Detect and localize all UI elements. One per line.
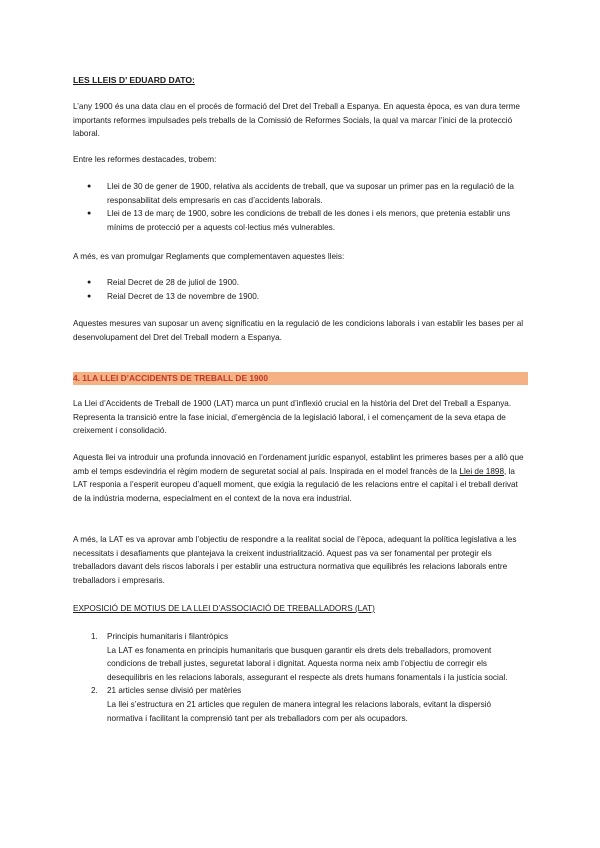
llei-1898-link[interactable]: Llei de 1898: [459, 466, 505, 476]
regulations-list: [73, 276, 528, 303]
intro-paragraph: L’any 1900 és una data clau en el procés de formació del Dret del Treball a Espanya. En aquesta època, es van dura terme importants reformes impulsades pels treballs de la Comissió de Reformes Socials, la qual va marcar l’inici de la protecció laboral.: [73, 102, 520, 139]
regulations-lead: A més, es van promulgar Reglaments que complementaven aquestes lleis:: [73, 252, 345, 261]
motive-item: [73, 684, 528, 725]
motives-heading: EXPOSICIÓ DE MOTIUS DE LA LLEI D’ASSOCIACIÓ DE TREBALLADORS (LAT): [73, 604, 375, 613]
lat-paragraph-1: La Llei d’Accidents de Treball de 1900 (LAT) marca un punt d’inflexió crucial en la història del Dret del Treball a Espanya. Representa la transició entre la fase inicial, d’emergència de la legislació laboral, i el començament de la seva etapa de creixement i consolidació.: [73, 399, 512, 436]
lat-paragraph-2: [73, 451, 528, 505]
measures-paragraph: Aquestes mesures van suposar un avenç significatiu en la regulació de les condicions laborals i van establir les bases per al desenvolupament del Dret del Treball modern a Espanya.: [73, 319, 524, 342]
document-title: LES LLEIS D’ EDUARD DATO:: [73, 75, 195, 85]
reform-item: ● Llei de 13 de març de 1900, sobre les condicions de treball de les dones i els menors, que pretenia establir uns mínims de protecció per a aquests col·lectius més vulnerables.: [73, 207, 528, 234]
motive-heading: Principis humanitaris i filantròpics: [107, 632, 229, 641]
regulation-item: ● Reial Decret de 13 de novembre de 1900.: [73, 290, 528, 304]
reforms-lead: Entre les reformes destacades, trobem:: [73, 155, 217, 164]
reforms-list: [73, 180, 528, 234]
motive-number: 2.: [91, 686, 98, 696]
motive-body: La LAT es fonamenta en principis humanitaris que busquen garantir els drets dels treballadors, promovent condicions de treball justes, seguretat laboral i dignitat. Aquesta norma neix amb l’objectiu de corregir els desequilibris en les relacions laborals, assegurant el respecte als drets humans fonamentals i la justícia social.: [107, 645, 508, 682]
motive-heading: 21 articles sense divisió per matèries: [107, 686, 242, 696]
lat-paragraph-3: A més, la LAT es va aprovar amb l’objectiu de respondre a la realitat social de l’època, adequant la política legislativa a les necessitats i desafiaments que plantejava la creixent industrialització. Aquest pas va ser fonamental per protegir els treballadors davant dels riscos laborals i per establir una estructura normativa que equilibrés les relacions laborals entre treballadors i empresaris.: [73, 535, 517, 585]
motive-item: [73, 630, 528, 684]
reform-item: ● Llei de 30 de gener de 1900, relativa als accidents de treball, que va suposar un primer pas en la regulació de la responsabilitat dels empresaris en cas d’accidents laborals.: [73, 180, 528, 207]
lat-paragraph-2-start: Aquesta llei va introduir una profunda innovació en l’ordenament jurídic espanyol, establint les primeres bases per a allò que amb el temps esdevindria el règim modern de seguretat social al país. Inspirada en el model francès de la: [73, 453, 524, 476]
motive-body: La llei s’estructura en 21 articles que regulen de manera integral les relacions laborals, evitant la dispersió normativa i facilitant la comprensió tant per als treballadors com per als ocupadors.: [107, 699, 492, 723]
section-heading: 4. 1LA LLEI D’ACCIDENTS DE TREBALL DE 1900: [73, 372, 528, 385]
regulation-item: ● Reial Decret de 28 de juliol de 1900.: [73, 276, 528, 290]
lat-paragraph-2-end: , la LAT responia a l’esperit europeu d’aquell moment, que exigia la regulació de les relacions entre el capital i el treball derivat de la indústria moderna, especialment en el context de la nova era industrial.: [73, 466, 518, 503]
motive-number: 1.: [91, 632, 98, 641]
motives-list: [73, 630, 528, 725]
